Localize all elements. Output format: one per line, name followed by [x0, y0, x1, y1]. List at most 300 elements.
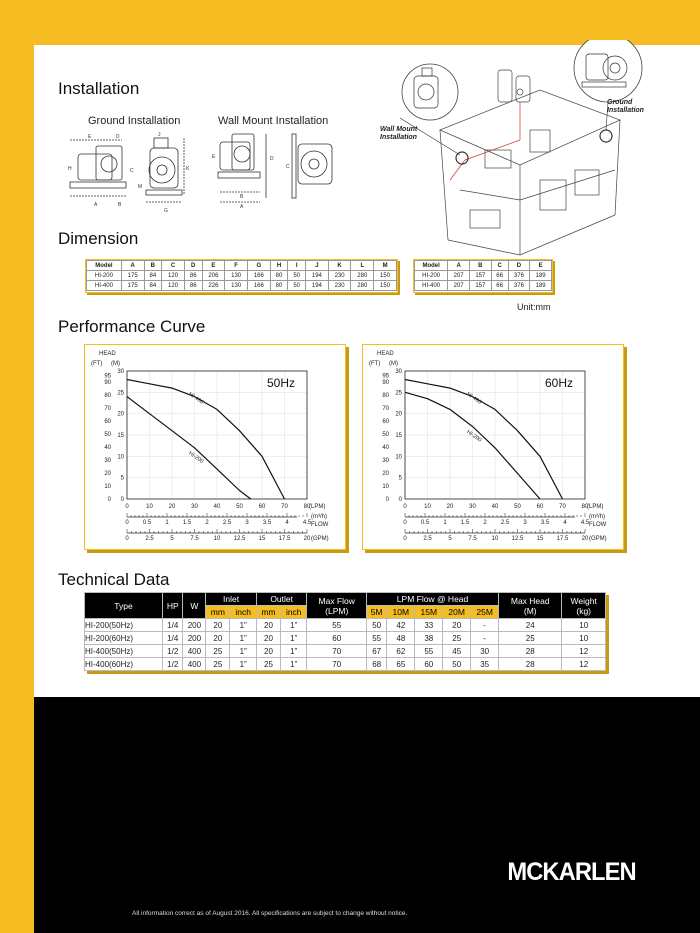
svg-text:B: B [118, 202, 122, 208]
wall-mount-installation-label: Wall Mount Installation [218, 115, 329, 127]
table-cell: 65 [387, 658, 415, 671]
dimension-cell: 226 [202, 281, 225, 291]
x-tick-m3h: 4 [285, 520, 289, 526]
ground-callout-line1: Ground [607, 99, 633, 106]
th-lpm-flow: LPM Flow @ Head [366, 593, 498, 606]
dimension-header-cell: J [306, 261, 329, 271]
dimension-header-cell: M [374, 261, 397, 271]
series-label: HI-200 [187, 450, 205, 465]
th-head-25m: 25M [471, 606, 499, 619]
table-cell: 24 [499, 619, 562, 632]
dimension-cell: 66 [491, 281, 508, 291]
dimension-cell: 166 [247, 281, 270, 291]
y-tick-ft: 10 [104, 483, 111, 490]
y-tick-ft: 40 [104, 444, 111, 451]
table-cell: 1” [281, 658, 307, 671]
ground-callout-line2: Installation [607, 107, 644, 114]
th-weight-2: (kg) [576, 605, 592, 616]
dimension-cell: 376 [508, 271, 530, 281]
dimension-cell: 207 [448, 271, 470, 281]
th-inlet: Inlet [206, 593, 257, 606]
table-cell: 25 [206, 645, 230, 658]
dimension-cell: 120 [162, 271, 185, 281]
series-label: HI-400 [465, 391, 483, 406]
x-tick-gpm: 12.5 [511, 536, 524, 542]
table-cell: 1” [230, 658, 256, 671]
x-tick-gpm: 2.5 [423, 536, 432, 542]
flow-label: FLOW [311, 522, 329, 528]
dimension-table-2 [413, 259, 553, 293]
table-cell: HI-200(60Hz) [85, 632, 163, 645]
x-tick-gpm: 7.5 [468, 536, 477, 542]
dimension-cell: HI-400 [87, 281, 122, 291]
dimension-row [415, 271, 552, 281]
th-hp: HP [163, 593, 183, 619]
x-tick-m3h: 3 [523, 520, 527, 526]
dimension-header-row [87, 261, 397, 271]
table-cell: 42 [387, 619, 415, 632]
table-cell: HI-400(60Hz) [85, 658, 163, 671]
technical-data-title: Technical Data [58, 570, 170, 589]
x-tick-m3h: 2 [483, 520, 487, 526]
x-tick-m3h: 0.5 [142, 520, 152, 526]
series-line-hi-400 [405, 380, 563, 500]
svg-text:J: J [158, 132, 161, 138]
dimension-cell: 84 [144, 271, 162, 281]
svg-text:B: B [240, 194, 244, 200]
dimension-row [87, 281, 397, 291]
table-cell: 400 [183, 645, 206, 658]
table-cell: 20 [443, 619, 471, 632]
x-tick-lpm: 30 [191, 504, 198, 510]
table-cell: 10 [562, 632, 606, 645]
x-tick-m3h: 3 [245, 520, 249, 526]
dimension-header-cell: Model [415, 261, 448, 271]
series-line-hi-400 [127, 380, 285, 500]
table-cell: 68 [366, 658, 386, 671]
y-tick-m: 0 [398, 497, 402, 503]
x-tick-m3h: 2.5 [222, 520, 232, 526]
y-tick-ft: 60 [104, 418, 111, 425]
table-cell: 20 [256, 619, 280, 632]
table-cell: 1/2 [163, 645, 183, 658]
dimension-cell: 230 [328, 281, 351, 291]
dimension-header-cell: D [184, 261, 202, 271]
wall-mount-installation-drawing [210, 128, 338, 214]
x-tick-lpm: 20 [446, 504, 454, 510]
dimension-cell: 175 [121, 271, 144, 281]
x-tick-m3h: 3.5 [540, 520, 550, 526]
table-cell: 20 [256, 632, 280, 645]
dimension-cell: 157 [469, 271, 491, 281]
y-tick-m: 15 [395, 433, 402, 439]
x-tick-m3h: 4 [563, 520, 567, 526]
table-cell: 55 [366, 632, 386, 645]
y-tick-ft: 95 [104, 373, 111, 380]
dimension-title: Dimension [58, 229, 139, 248]
dimension-cell: HI-400 [415, 281, 448, 291]
svg-text:A: A [240, 204, 244, 210]
x-tick-m3h: 1.5 [182, 520, 192, 526]
y-unit-m: (M) [389, 361, 398, 367]
svg-text:E: E [212, 154, 216, 160]
table-cell: 200 [183, 632, 206, 645]
table-cell: 33 [415, 619, 443, 632]
x-unit-m3h: (m³/h) [589, 514, 605, 520]
x-tick-gpm: 17.5 [278, 536, 291, 542]
dimension-cell: HI-200 [87, 271, 122, 281]
th-weight-1: Weight [570, 595, 597, 606]
table-cell: 28 [499, 645, 562, 658]
table-cell: 1” [230, 619, 256, 632]
th-outlet-inch: inch [281, 606, 307, 619]
table-cell: 1/4 [163, 632, 183, 645]
brand-logo: MCKARLEN [507, 858, 636, 886]
x-tick-lpm: 80 [303, 504, 311, 510]
table-cell: 25 [443, 632, 471, 645]
table-cell: 1” [281, 619, 307, 632]
dimension-cell: 66 [491, 271, 508, 281]
house-installation-diagram [370, 40, 666, 266]
x-tick-lpm: 0 [403, 504, 407, 510]
x-tick-gpm: 17.5 [556, 536, 569, 542]
th-head-15m: 15M [415, 606, 443, 619]
dimension-cell: 376 [508, 281, 530, 291]
dimension-cell: 80 [270, 271, 288, 281]
dimension-cell: 86 [184, 281, 202, 291]
table-cell: 1” [230, 645, 256, 658]
head-label: HEAD [99, 351, 116, 357]
svg-text:C: C [286, 164, 290, 170]
svg-text:H: H [68, 166, 72, 172]
y-tick-m: 25 [395, 390, 402, 397]
table-cell: 70 [307, 658, 367, 671]
ground-callout [607, 99, 644, 115]
x-unit-lpm: (LPM) [309, 504, 326, 510]
th-outlet-mm: mm [256, 606, 280, 619]
y-tick-ft: 50 [104, 431, 111, 438]
table-cell: 60 [307, 632, 367, 645]
x-tick-lpm: 40 [213, 504, 221, 510]
table-cell: 25 [206, 658, 230, 671]
dimension-cell: 206 [202, 271, 225, 281]
y-tick-m: 10 [395, 454, 402, 461]
dimension-cell: 50 [288, 281, 306, 291]
dimension-header-cell: E [202, 261, 225, 271]
x-tick-gpm: 15 [258, 536, 266, 542]
y-tick-ft: 20 [382, 470, 389, 477]
table-cell: 55 [415, 645, 443, 658]
x-tick-gpm: 12.5 [233, 536, 246, 542]
th-max-flow-1: Max Flow [318, 595, 355, 606]
table-cell: 62 [387, 645, 415, 658]
table-row [85, 619, 606, 632]
dimension-header-cell: L [351, 261, 374, 271]
wall-mount-callout-line1: Wall Mount [380, 126, 418, 133]
table-cell: 12 [562, 645, 606, 658]
x-tick-gpm: 0 [403, 536, 407, 542]
dimension-header-cell: D [508, 261, 530, 271]
y-tick-ft: 0 [107, 497, 111, 503]
y-tick-m: 20 [117, 411, 124, 418]
series-label: HI-200 [465, 429, 483, 444]
dimension-cell: 189 [530, 271, 552, 281]
chart-title: 50Hz [267, 376, 296, 390]
x-tick-m3h: 4.5 [302, 520, 312, 526]
dimension-cell: 175 [121, 281, 144, 291]
th-inlet-inch: inch [230, 606, 256, 619]
table-cell: 20 [206, 632, 230, 645]
dimension-row [415, 281, 552, 291]
table-cell: 1” [230, 632, 256, 645]
th-head-10m: 10M [387, 606, 415, 619]
x-tick-m3h: 2.5 [500, 520, 510, 526]
flow-label: FLOW [589, 522, 607, 528]
dimension-table-2-grid [414, 260, 552, 291]
th-outlet: Outlet [256, 593, 307, 606]
dimension-cell: 150 [374, 271, 397, 281]
svg-text:D: D [270, 156, 274, 162]
wall-mount-callout-line2: Installation [380, 134, 417, 141]
dimension-header-cell: I [288, 261, 306, 271]
x-tick-m3h: 3.5 [262, 520, 272, 526]
th-max-flow-2: (LPM) [325, 605, 349, 616]
table-cell: 10 [562, 619, 606, 632]
dimension-cell: 130 [225, 281, 248, 291]
y-tick-ft: 10 [382, 483, 389, 490]
dimension-header-cell: C [491, 261, 508, 271]
dimension-header-cell: B [469, 261, 491, 271]
table-cell: 50 [366, 619, 386, 632]
dimension-cell: 150 [374, 281, 397, 291]
x-tick-gpm: 10 [491, 536, 499, 542]
y-tick-ft: 90 [382, 379, 389, 386]
y-tick-ft: 95 [382, 373, 389, 380]
y-unit-ft: (FT) [369, 361, 381, 367]
th-max-head-2: (M) [523, 605, 537, 616]
x-unit-m3h: (m³/h) [311, 514, 327, 520]
table-cell: 45 [443, 645, 471, 658]
x-tick-m3h: 1 [165, 520, 169, 526]
x-tick-gpm: 5 [448, 536, 452, 542]
table-cell: 30 [471, 645, 499, 658]
x-tick-gpm: 5 [170, 536, 174, 542]
y-tick-m: 25 [117, 390, 124, 397]
table-cell: 60 [415, 658, 443, 671]
dimension-cell: 280 [351, 271, 374, 281]
y-tick-ft: 30 [104, 457, 111, 464]
table-cell: 50 [443, 658, 471, 671]
table-cell: 1/2 [163, 658, 183, 671]
table-cell: - [471, 619, 499, 632]
th-head-20m: 20M [443, 606, 471, 619]
table-cell: 67 [366, 645, 386, 658]
chart-60hz-box [362, 344, 624, 550]
dimension-header-cell: E [530, 261, 552, 271]
dimension-header-cell: K [328, 261, 351, 271]
dimension-cell: 280 [351, 281, 374, 291]
dimension-cell: 84 [144, 281, 162, 291]
x-tick-m3h: 0 [125, 520, 129, 526]
table-row [85, 645, 606, 658]
y-tick-ft: 80 [382, 392, 389, 399]
th-max-flow [307, 593, 367, 619]
y-tick-m: 5 [398, 475, 402, 482]
table-cell: 1” [281, 645, 307, 658]
x-unit-gpm: (GPM) [589, 536, 607, 542]
x-tick-lpm: 60 [258, 504, 266, 510]
footnote: All information correct as of August 2016. All specifications are subject to change without notice. [132, 910, 408, 917]
dimension-cell: 230 [328, 271, 351, 281]
dimension-header-cell: H [270, 261, 288, 271]
table-cell: 48 [387, 632, 415, 645]
series-label: HI-400 [187, 391, 205, 406]
dimension-cell: 189 [530, 281, 552, 291]
dimension-cell: 120 [162, 281, 185, 291]
table-cell: 20 [256, 645, 280, 658]
table-cell: 1” [281, 632, 307, 645]
table-row [85, 632, 606, 645]
table-cell: 55 [307, 619, 367, 632]
y-tick-m: 30 [395, 369, 402, 375]
y-tick-ft: 80 [104, 392, 111, 399]
x-tick-m3h: 0 [403, 520, 407, 526]
x-tick-gpm: 20 [581, 536, 589, 542]
svg-text:K: K [186, 166, 190, 172]
x-tick-m3h: 4.5 [580, 520, 590, 526]
th-max-head [499, 593, 562, 619]
x-tick-lpm: 50 [236, 504, 243, 510]
table-row [85, 658, 606, 671]
dimension-cell: 157 [469, 281, 491, 291]
y-tick-m: 20 [395, 411, 402, 418]
dimension-header-cell: Model [87, 261, 122, 271]
technical-data-table [84, 592, 606, 671]
svg-text:D: D [116, 134, 120, 140]
table-cell: 25 [499, 632, 562, 645]
y-tick-ft: 50 [382, 431, 389, 438]
table-cell: HI-400(50Hz) [85, 645, 163, 658]
table-cell: 1/4 [163, 619, 183, 632]
x-tick-lpm: 70 [559, 504, 566, 510]
dimension-cell: 207 [448, 281, 470, 291]
x-tick-lpm: 10 [424, 504, 431, 510]
ground-installation-label: Ground Installation [88, 115, 181, 127]
table-cell: 35 [471, 658, 499, 671]
dimension-row [87, 271, 397, 281]
dimension-cell: 80 [270, 281, 288, 291]
svg-text:M: M [138, 184, 143, 190]
footer-band [34, 697, 700, 933]
y-tick-m: 30 [117, 369, 124, 375]
x-unit-lpm: (LPM) [587, 504, 604, 510]
table-cell: - [471, 632, 499, 645]
chart-50hz [85, 345, 347, 551]
x-tick-lpm: 10 [146, 504, 153, 510]
table-cell: 200 [183, 619, 206, 632]
dimension-header-row [415, 261, 552, 271]
th-inlet-mm: mm [206, 606, 230, 619]
y-tick-ft: 90 [104, 379, 111, 386]
x-tick-lpm: 70 [281, 504, 288, 510]
y-tick-ft: 70 [104, 405, 111, 412]
svg-text:G: G [164, 208, 168, 214]
x-tick-lpm: 20 [168, 504, 176, 510]
th-max-head-1: Max Head [510, 595, 550, 606]
dimension-cell: HI-200 [415, 271, 448, 281]
dimension-header-cell: A [448, 261, 470, 271]
th-type: Type [85, 593, 163, 619]
y-tick-ft: 40 [382, 444, 389, 451]
table-cell: 28 [499, 658, 562, 671]
y-tick-m: 10 [117, 454, 124, 461]
wall-mount-callout [380, 126, 417, 142]
series-line-hi-200 [127, 397, 251, 499]
chart-title: 60Hz [545, 376, 574, 390]
table-cell: 20 [206, 619, 230, 632]
x-tick-gpm: 0 [125, 536, 129, 542]
dimension-cell: 86 [184, 271, 202, 281]
y-tick-m: 0 [120, 497, 124, 503]
dimension-cell: 166 [247, 271, 270, 281]
dimension-cell: 194 [306, 281, 329, 291]
y-tick-ft: 20 [104, 470, 111, 477]
th-head-5m: 5M [366, 606, 386, 619]
dimension-cell: 130 [225, 271, 248, 281]
x-tick-lpm: 80 [581, 504, 589, 510]
th-w: W [183, 593, 206, 619]
x-tick-lpm: 50 [514, 504, 521, 510]
dimension-table-1-grid [86, 260, 397, 291]
ground-installation-drawing [66, 130, 194, 216]
table-cell: 12 [562, 658, 606, 671]
table-cell: HI-200(50Hz) [85, 619, 163, 632]
th-weight [562, 593, 606, 619]
x-tick-lpm: 0 [125, 504, 129, 510]
y-unit-ft: (FT) [91, 361, 103, 367]
x-unit-gpm: (GPM) [311, 536, 329, 542]
y-tick-ft: 30 [382, 457, 389, 464]
chart-60hz [363, 345, 625, 551]
x-tick-m3h: 2 [205, 520, 209, 526]
table-cell: 70 [307, 645, 367, 658]
svg-text:A: A [94, 202, 98, 208]
x-tick-m3h: 0.5 [420, 520, 430, 526]
dimension-header-cell: B [144, 261, 162, 271]
x-tick-gpm: 7.5 [190, 536, 199, 542]
head-label: HEAD [377, 351, 394, 357]
y-tick-ft: 60 [382, 418, 389, 425]
dimension-cell: 194 [306, 271, 329, 281]
x-tick-m3h: 1 [443, 520, 447, 526]
y-tick-m: 15 [117, 433, 124, 439]
performance-curve-title: Performance Curve [58, 317, 206, 336]
table-cell: 400 [183, 658, 206, 671]
dimension-cell: 50 [288, 271, 306, 281]
dimension-header-cell: G [247, 261, 270, 271]
x-tick-gpm: 20 [303, 536, 311, 542]
y-tick-m: 5 [120, 475, 124, 482]
dimension-header-cell: F [225, 261, 248, 271]
dimension-header-cell: C [162, 261, 185, 271]
x-tick-lpm: 60 [536, 504, 544, 510]
table-cell: 25 [256, 658, 280, 671]
x-tick-lpm: 30 [469, 504, 476, 510]
x-tick-lpm: 40 [491, 504, 499, 510]
dimension-header-cell: A [121, 261, 144, 271]
x-tick-m3h: 1.5 [460, 520, 470, 526]
x-tick-gpm: 10 [213, 536, 221, 542]
